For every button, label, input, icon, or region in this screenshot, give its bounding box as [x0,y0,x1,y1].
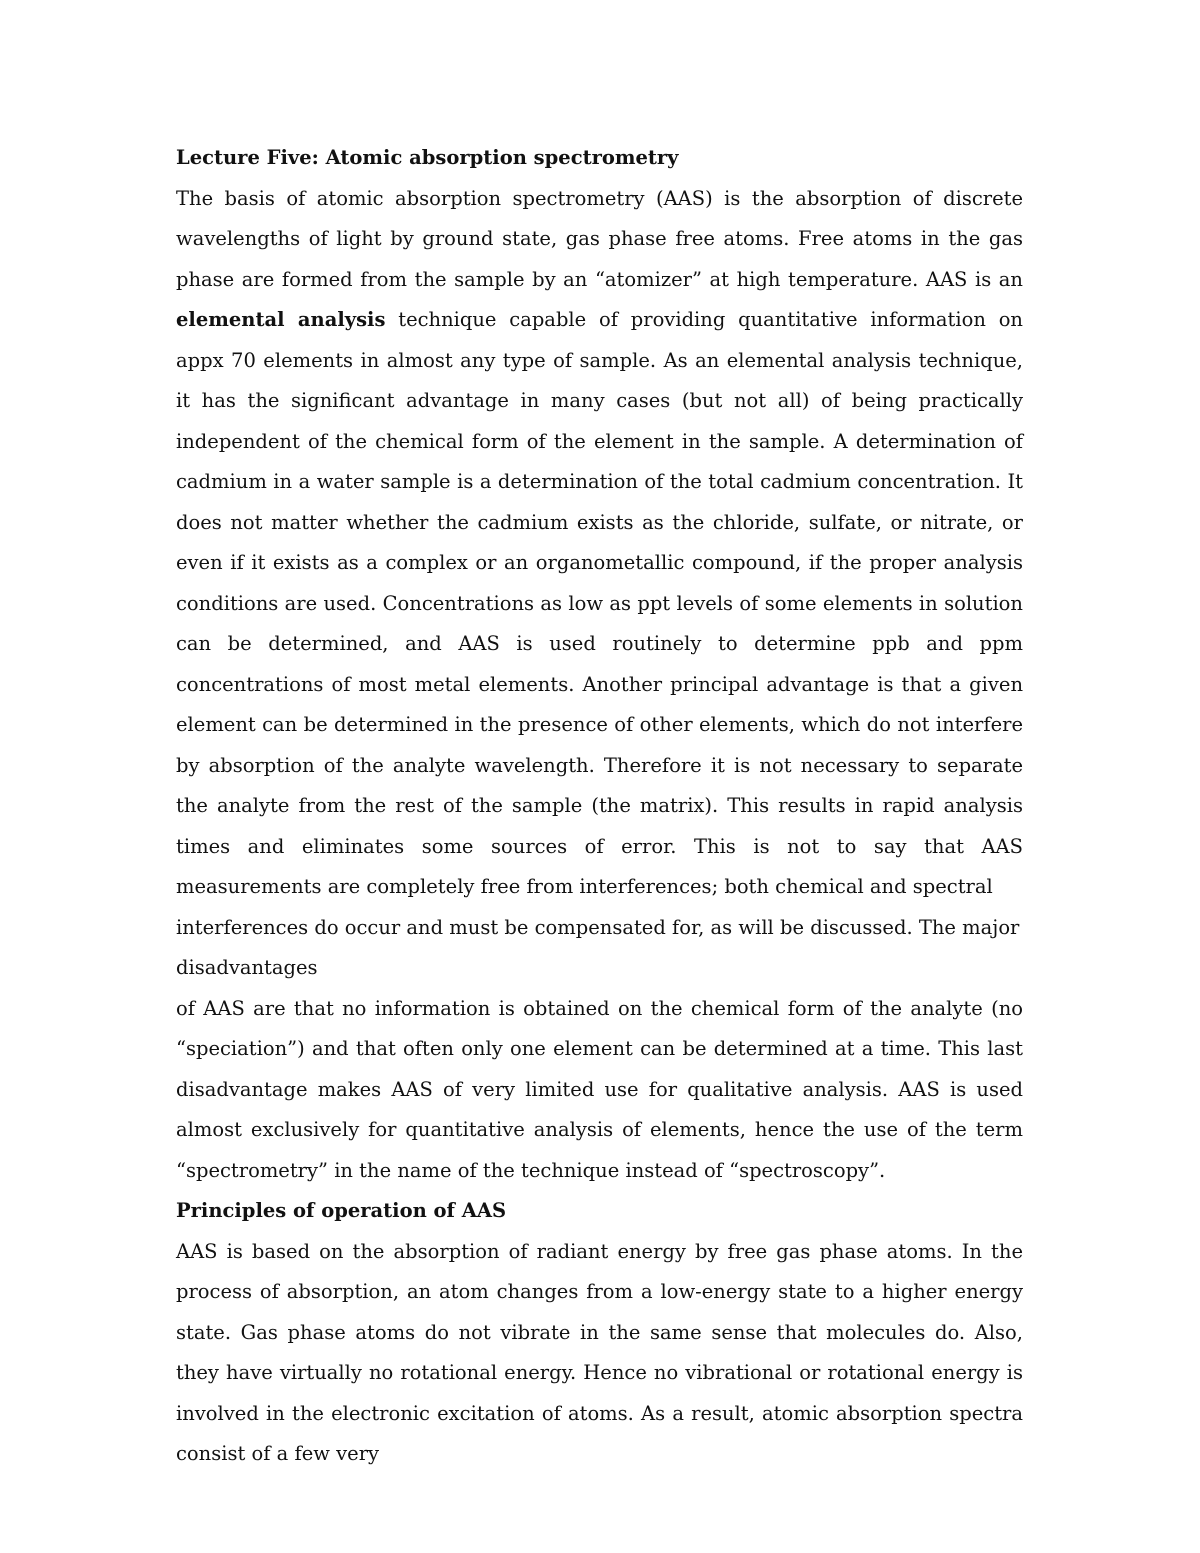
document-body [176,138,1023,1475]
interferences-line-text: interferences do occur and must be compensated for, as will be discussed. The major [176,915,1020,939]
paragraph-intro-text-continued: technique capable of providing quantitative information on appx 70 elements in almost any type of sample. As an elemental analysis technique, it has the significant advantage in many cases (but not all) of being practically independent of the chemical form of the element in the sample. A determination of cadmium in a water sample is a determination of the total cadmium concentration. It does not matter whether the cadmium exists as the chloride, sulfate, or nitrate, or even if it exists as a complex or an organometallic compound, if the proper analysis conditions are used. Concentrations as low as ppt levels of some elements in solution can be determined, and AAS is used routinely to determine ppb and ppm concentrations of most metal elements. Another principal advantage is that a given element can be determined in the presence of other elements, which do not interfere by absorption of the analyte wavelength. Therefore it is not necessary to separate the analyte from the rest of the sample (the matrix). This results in rapid analysis times and eliminates some sources of error. This is not to say that AAS measurements are completely free from interferences; both chemical and spectral [176,308,1023,898]
section-heading-principles: Principles of operation of AAS [176,1199,507,1222]
principles-text: AAS is based on the absorption of radiant energy by free gas phase atoms. In the process of absorption, an atom changes from a low-energy state to a higher energy state. Gas phase atoms do not vibrate in the same sense that molecules do. Also, they have virtually no rotational energy. Hence no vibrational or rotational energy is involved in the electronic excitation of atoms. As a result, atomic absorption spectra consist of a few very [176,1239,1023,1465]
paragraph-disadvantages [176,989,1023,1192]
paragraph-principles [176,1232,1023,1475]
bold-term-elemental-analysis: elemental analysis [176,308,386,331]
paragraph-intro-text: The basis of atomic absorption spectrometry (AAS) is the absorption of discrete wavelengths of light by ground state, gas phase free atoms. Free atoms in the gas phase are formed from the sample by an “atomizer” at high temperature. AAS is an [176,186,1023,291]
disadvantages-text: of AAS are that no information is obtained on the chemical form of the analyte (no “speciation”) and that often only one element can be determined at a time. This last disadvantage makes AAS of very limited use for qualitative analysis. AAS is used almost exclusively for quantitative analysis of elements, hence the use of the term “spectrometry” in the name of the technique instead of “spectroscopy”. [176,996,1023,1182]
document-title: Lecture Five: Atomic absorption spectrometry [176,146,679,169]
paragraph-disadvantages-word [176,948,1023,989]
paragraph-intro [176,179,1023,908]
paragraph-interferences-line [176,908,1023,949]
disadvantages-word-text: disadvantages [176,956,318,979]
